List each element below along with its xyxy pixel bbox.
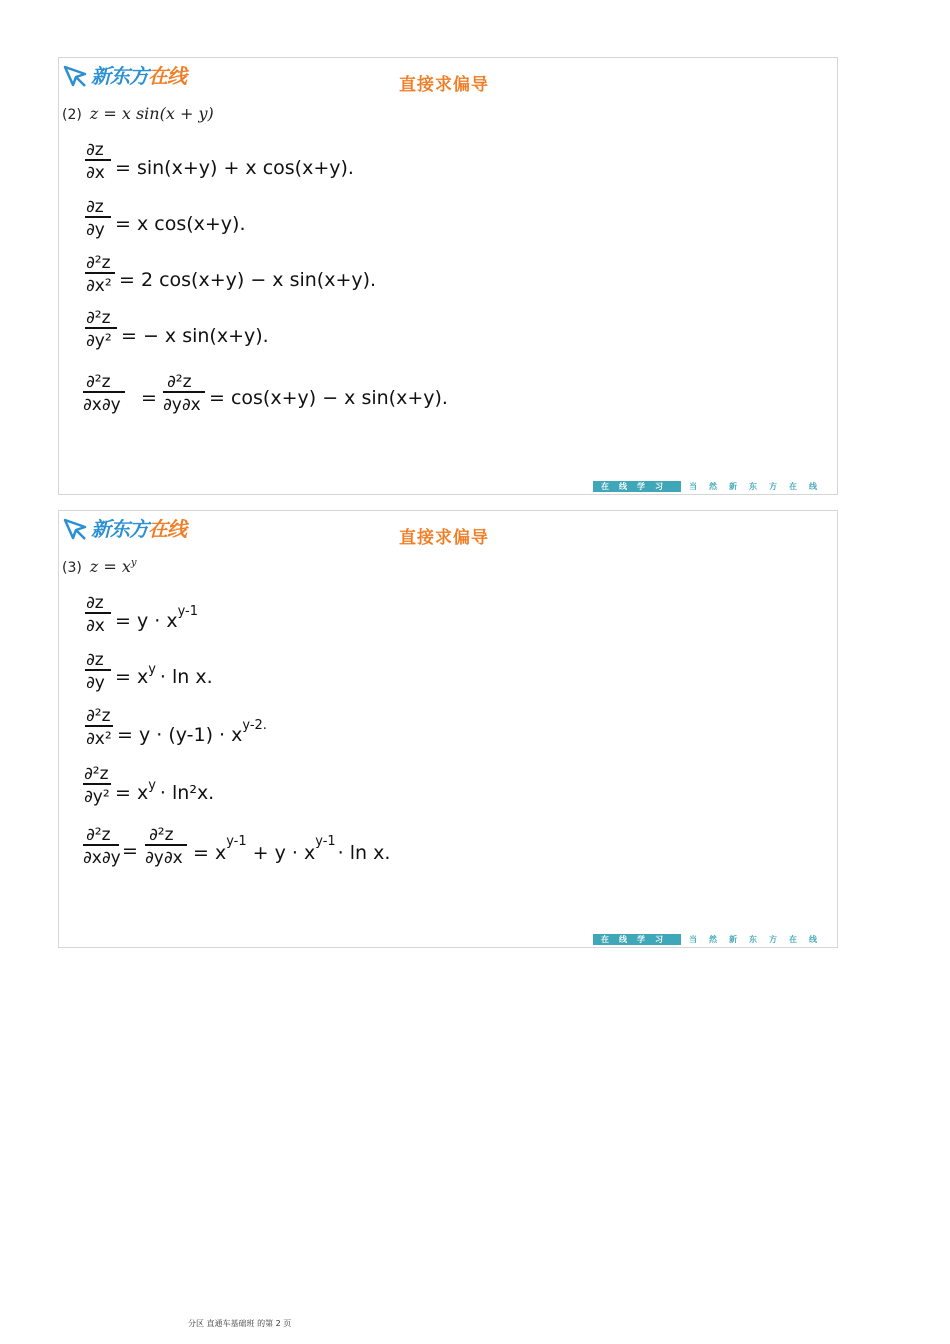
rhs-exponent-2: y-1 — [315, 834, 336, 849]
problem-number: (2) — [62, 107, 82, 123]
fraction-denominator: ∂x — [86, 616, 105, 636]
derivative-line — [85, 308, 269, 351]
equals-sign: = — [141, 387, 157, 409]
rhs-tail: + y · x — [252, 842, 316, 864]
rhs-exponent: y-1 — [226, 834, 247, 849]
rhs-base: = x — [193, 842, 227, 864]
fraction-denominator: ∂y∂x — [145, 848, 183, 868]
derivative-rhs — [115, 778, 214, 804]
fraction-denominator: ∂x² — [86, 729, 112, 749]
rhs-exponent: y — [148, 778, 156, 793]
fraction-numerator: ∂z — [86, 593, 104, 613]
rhs-tail: · ln²x. — [159, 782, 215, 804]
problem-exponent: y — [130, 557, 137, 569]
derivative-line — [85, 253, 376, 296]
derivative-rhs — [193, 834, 390, 864]
slide-footer — [593, 481, 829, 492]
equals-sign: = — [122, 840, 138, 862]
rhs-base: = x — [115, 666, 149, 688]
logo-text-part2: 在线 — [148, 64, 186, 88]
rhs-exponent: y-1 — [177, 604, 199, 619]
rhs-base: = x — [115, 782, 149, 804]
derivative-line — [83, 372, 448, 415]
derivative-line — [85, 593, 198, 636]
page-footer: 分区 直通车基础班 的第 2 页 — [188, 1319, 292, 1328]
fraction-denominator: ∂y² — [86, 331, 112, 351]
logo-text-part1: 新东方 — [91, 517, 148, 541]
fraction-numerator: ∂²z — [84, 764, 109, 784]
footer-tag: 在线学习 — [593, 934, 681, 945]
derivative-rhs — [115, 662, 213, 688]
handwritten-derivatives — [59, 58, 839, 496]
fraction-numerator: ∂z — [86, 197, 104, 217]
fraction-denominator: ∂y∂x — [163, 395, 201, 415]
fraction-denominator: ∂y² — [84, 787, 110, 807]
rhs-exponent: y — [148, 662, 156, 677]
logo-text-part2: 在线 — [148, 517, 186, 541]
rhs-base: = y · x — [115, 610, 178, 632]
fraction-denominator: ∂x∂y — [83, 848, 121, 868]
fraction-numerator: ∂²z — [86, 706, 111, 726]
fraction-numerator: ∂²z — [86, 308, 111, 328]
problem-number: (3) — [62, 560, 82, 576]
slide-title: 直接求偏导 — [399, 75, 489, 95]
derivative-rhs: = 2 cos(x+y) − x sin(x+y). — [119, 269, 377, 291]
derivative-line — [83, 764, 214, 807]
footer-slogan: 当然新东方在线 — [689, 482, 829, 491]
fraction-denominator: ∂x — [86, 163, 105, 183]
derivative-line — [85, 140, 354, 183]
fraction-denominator: ∂x² — [86, 276, 112, 296]
footer-slogan: 当然新东方在线 — [689, 935, 829, 944]
handwritten-derivatives — [59, 511, 839, 949]
derivative-line — [85, 197, 246, 240]
fraction-denominator: ∂x∂y — [83, 395, 121, 415]
fraction-numerator: ∂²z — [86, 825, 111, 845]
rhs-tail: · ln x. — [159, 666, 213, 688]
slide-1 — [58, 57, 838, 495]
slide-footer — [593, 934, 829, 945]
derivative-rhs — [115, 604, 198, 632]
fraction-denominator: ∂y — [86, 220, 105, 240]
derivative-rhs: = sin(x+y) + x cos(x+y). — [115, 157, 354, 179]
rhs-exponent: y-2. — [242, 718, 267, 733]
fraction-numerator: ∂z — [86, 140, 104, 160]
slide-title: 直接求偏导 — [399, 528, 489, 548]
fraction-numerator: ∂²z — [167, 372, 192, 392]
slide-2 — [58, 510, 838, 948]
derivative-rhs: = cos(x+y) − x sin(x+y). — [209, 387, 448, 409]
derivative-rhs: = x cos(x+y). — [115, 213, 246, 235]
derivative-rhs — [117, 718, 267, 746]
rhs-tail-2: · ln x. — [337, 842, 391, 864]
derivative-line — [85, 706, 267, 749]
problem-expression: z = x — [89, 557, 131, 576]
fraction-numerator: ∂z — [86, 650, 104, 670]
derivative-rhs: = − x sin(x+y). — [121, 325, 269, 347]
derivative-line — [85, 650, 213, 693]
fraction-numerator: ∂²z — [149, 825, 174, 845]
logo-text-part1: 新东方 — [91, 64, 148, 88]
problem-expression: z = x sin(x + y) — [89, 104, 214, 123]
fraction-denominator: ∂y — [86, 673, 105, 693]
fraction-numerator: ∂²z — [86, 372, 111, 392]
footer-tag: 在线学习 — [593, 481, 681, 492]
rhs-base: = y · (y-1) · x — [117, 724, 243, 746]
fraction-numerator: ∂²z — [86, 253, 111, 273]
derivative-line — [83, 825, 390, 868]
